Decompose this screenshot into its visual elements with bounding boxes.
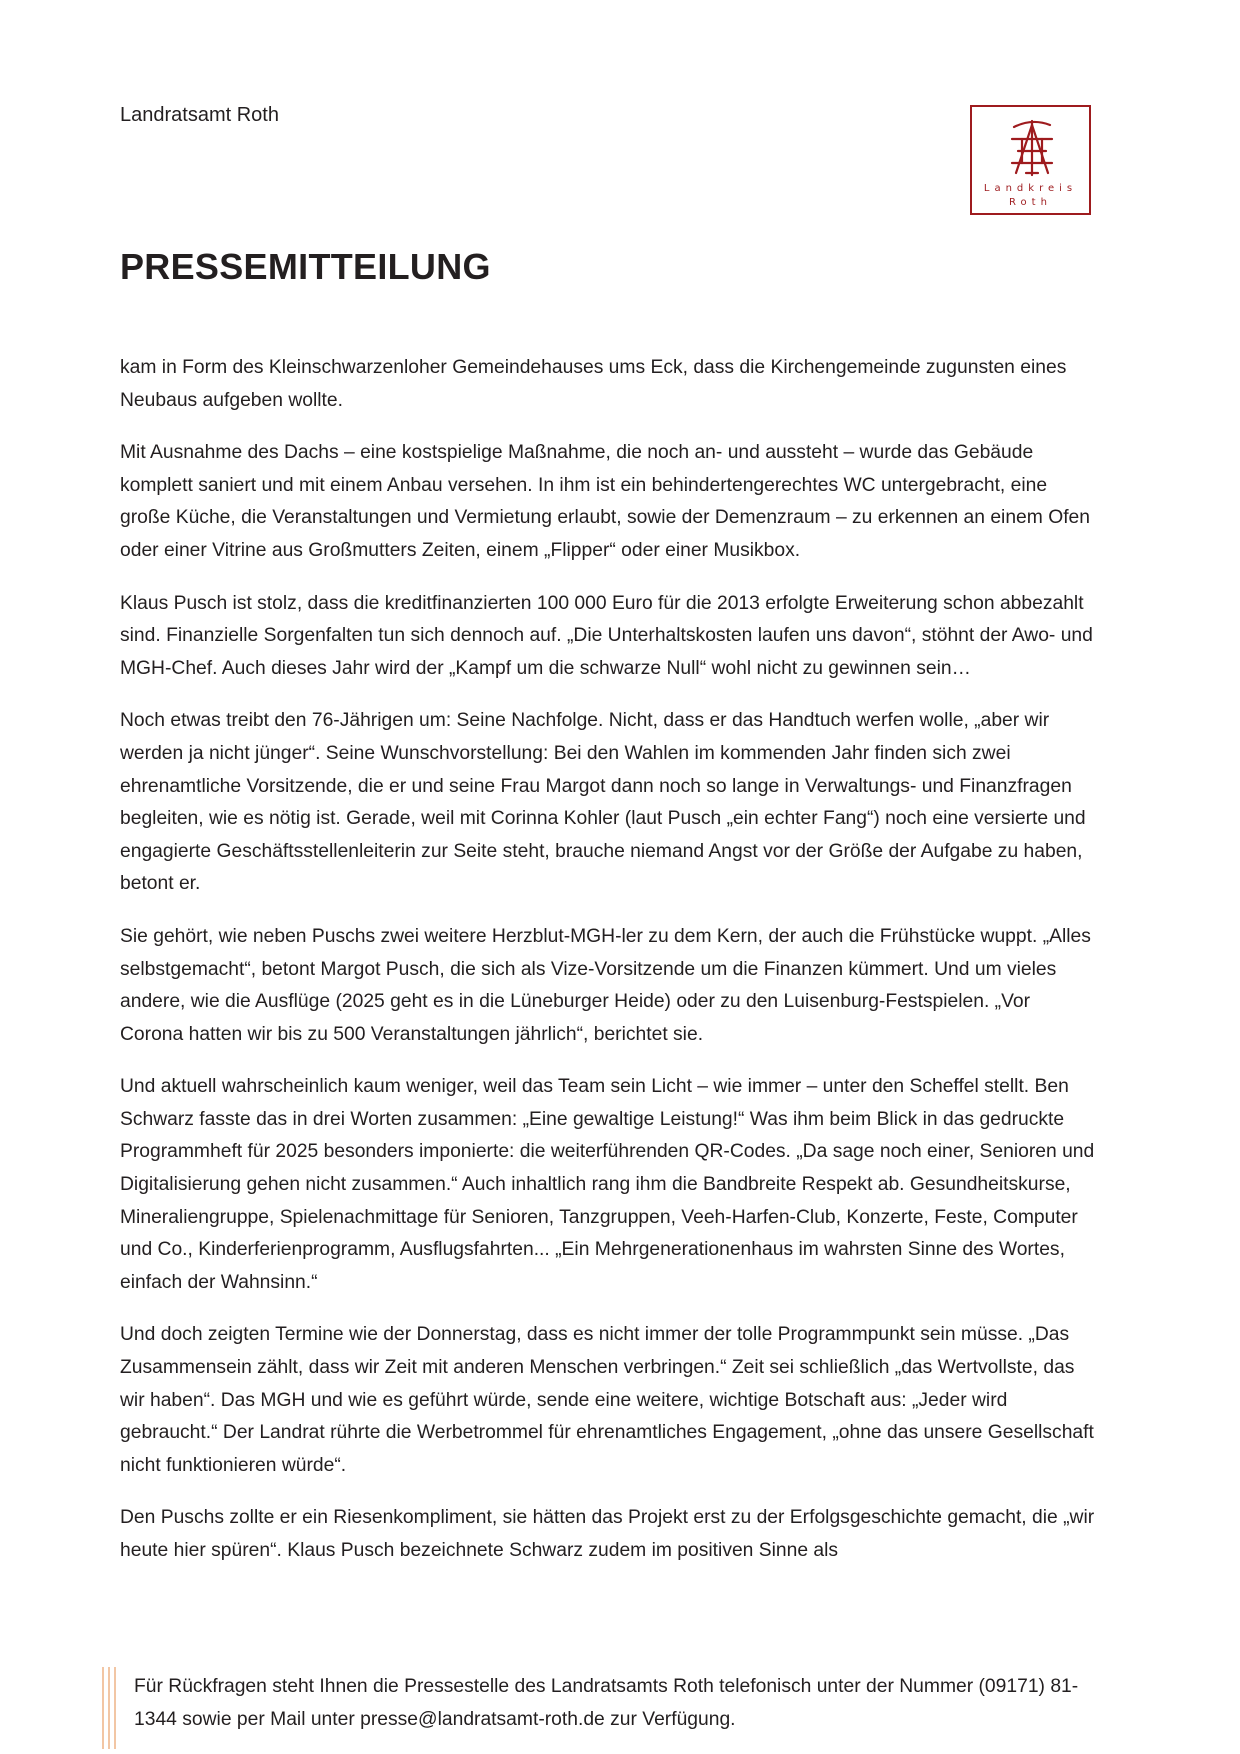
page-title: PRESSEMITTEILUNG (120, 246, 491, 287)
paragraph: Klaus Pusch ist stolz, dass die kreditfinanzierten 100 000 Euro für die 2013 erfolgte Erweiterung schon abbezahlt sind. Finanzielle Sorgenfalten tun sich dennoch auf. „Die Unterhaltskosten laufen uns davon“, stöhnt der Awo- und MGH-Chef. Auch dieses Jahr wird der „Kampf um die schwarze Null“ wohl nicht zu gewinnen sein… (120, 592, 1093, 679)
logo-line-1: Landkreis (983, 183, 1078, 194)
sender-name: Landratsamt Roth (120, 104, 279, 126)
landkreis-roth-logo (970, 105, 1091, 215)
paragraph: Und doch zeigten Termine wie der Donnerstag, dass es nicht immer der tolle Programmpunkt sein müsse. „Das Zusammensein zählt, dass wir Zeit mit anderen Menschen verbringen.“ Zeit sei schließlich „das Wertvollste, das wir haben“. Das MGH und wie es geführt würde, sende eine weitere, wichtige Botschaft aus: „Jeder wird gebraucht.“ Der Landrat rührte die Werbetrommel für ehrenamtliches Engagement, „ohne das unsere Gesellschaft nicht funktionieren würde“. (120, 1324, 1094, 1476)
logo-line-2: Roth (1009, 197, 1052, 208)
footer-contact-note: Für Rückfragen steht Ihnen die Pressestelle des Landratsamts Roth telefonisch unter der Nummer (09171) 81-1344 sowie per Mail unter presse@landratsamt-roth.de zur Verfügung. (134, 1676, 1079, 1730)
press-release-body (120, 352, 1095, 1588)
paragraph: Sie gehört, wie neben Puschs zwei weitere Herzblut-MGH-ler zu dem Kern, der auch die Frühstücke wuppt. „Alles selbstgemacht“, betont Margot Pusch, die sich als Vize-Vorsitzende um die Finanzen kümmert. Und um vieles andere, wie die Ausflüge (2025 geht es in die Lüneburger Heide) oder zu den Luisenburg-Festspielen. „Vor Corona hatten wir bis zu 500 Veranstaltungen jährlich“, berichtet sie. (120, 925, 1091, 1045)
paragraph: Mit Ausnahme des Dachs – eine kostspielige Maßnahme, die noch an- und aussteht – wurde das Gebäude komplett saniert und mit einem Anbau versehen. In ihm ist ein behindertengerechtes WC untergebracht, eine große Küche, die Veranstaltungen und Vermietung erlaubt, sowie der Demenzraum – zu erkennen an einem Ofen oder einer Vitrine aus Großmutters Zeiten, einem „Flipper“ oder einer Musikbox. (120, 442, 1091, 561)
footer-accent-bars (100, 1667, 120, 1749)
paragraph: Noch etwas treibt den 76-Jährigen um: Seine Nachfolge. Nicht, dass er das Handtuch werfen wolle, „aber wir werden ja nicht jünger“. Seine Wunschvorstellung: Bei den Wahlen im kommenden Jahr finden sich zwei ehrenamtliche Vorsitzende, die er und seine Frau Margot dann noch so lange in Verwaltungs- und Finanzfragen begleiten, wie es nötig ist. Gerade, weil mit Corinna Kohler (laut Pusch „ein echter Fang“) noch eine versierte und engagierte Geschäftsstellenleiterin zur Seite steht, brauche niemand Angst vor der Größe der Aufgabe zu haben, betont er. (120, 710, 1086, 895)
paragraph: kam in Form des Kleinschwarzenloher Gemeindehauses ums Eck, dass die Kirchengemeinde zugunsten eines Neubaus aufgeben wollte. (120, 357, 1067, 411)
paragraph: Den Puschs zollte er ein Riesenkompliment, sie hätten das Projekt erst zu der Erfolgsgeschichte gemacht, die „wir heute hier spüren“. Klaus Pusch bezeichnete Schwarz zudem im positiven Sinne als (120, 1507, 1095, 1561)
landkreis-roth-crest-icon (1008, 117, 1056, 179)
paragraph: Und aktuell wahrscheinlich kaum weniger, weil das Team sein Licht – wie immer – unter den Scheffel stellt. Ben Schwarz fasste das in drei Worten zusammen: „Eine gewaltige Leistung!“ Was ihm beim Blick in das gedruckte Programmheft für 2025 besonders imponierte: die weiterführenden QR-Codes. „Da sage noch einer, Senioren und Digitalisierung gehen nicht zusammen.“ Auch inhaltlich rang ihm die Bandbreite Respekt ab. Gesundheitskurse, Mineraliengruppe, Spielenachmittage für Senioren, Tanzgruppen, Veeh-Harfen-Club, Konzerte, Feste, Computer und Co., Kinderferienprogramm, Ausflugsfahrten... „Ein Mehrgenerationenhaus im wahrsten Sinne des Wortes, einfach der Wahnsinn.“ (120, 1076, 1095, 1293)
